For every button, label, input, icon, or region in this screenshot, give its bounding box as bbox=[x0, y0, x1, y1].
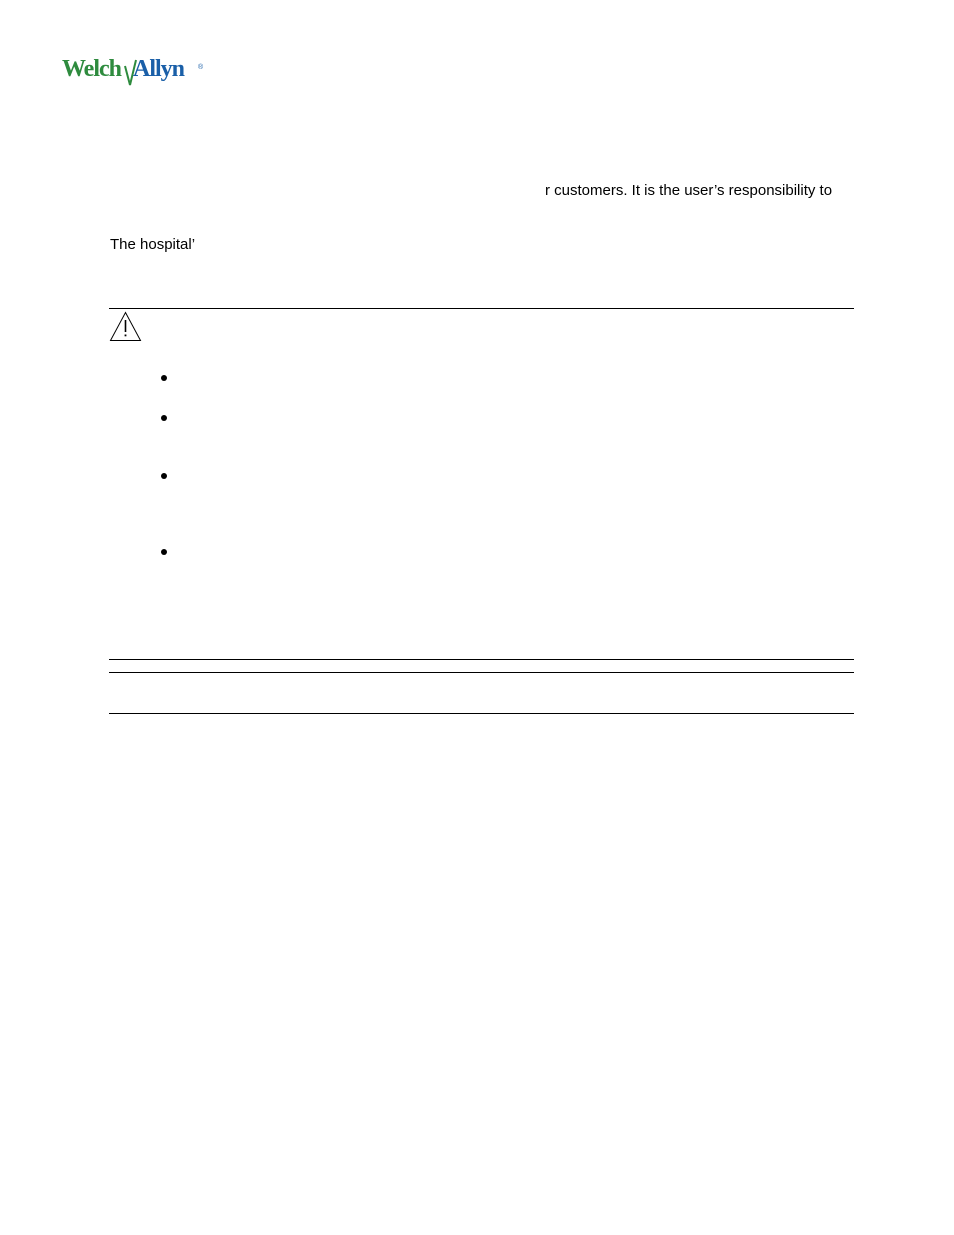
warning-bottom-rule bbox=[109, 659, 854, 660]
svg-text:®: ® bbox=[198, 64, 204, 71]
warning-triangle-icon bbox=[109, 311, 142, 342]
body-text-line-2: The hospital’ bbox=[110, 236, 196, 253]
svg-text:Welch: Welch bbox=[62, 56, 121, 82]
bullet-3 bbox=[161, 473, 167, 479]
body-text-line-1: r customers. It is the user’s responsibility to bbox=[545, 182, 833, 199]
bullet-4 bbox=[161, 549, 167, 555]
warning-top-rule bbox=[109, 308, 854, 309]
bullet-2 bbox=[161, 415, 167, 421]
bullet-1 bbox=[161, 375, 167, 381]
section-bottom-rule bbox=[109, 713, 854, 714]
section-top-rule bbox=[109, 672, 854, 673]
svg-text:Allyn: Allyn bbox=[133, 56, 185, 82]
welch-allyn-logo bbox=[61, 52, 207, 90]
